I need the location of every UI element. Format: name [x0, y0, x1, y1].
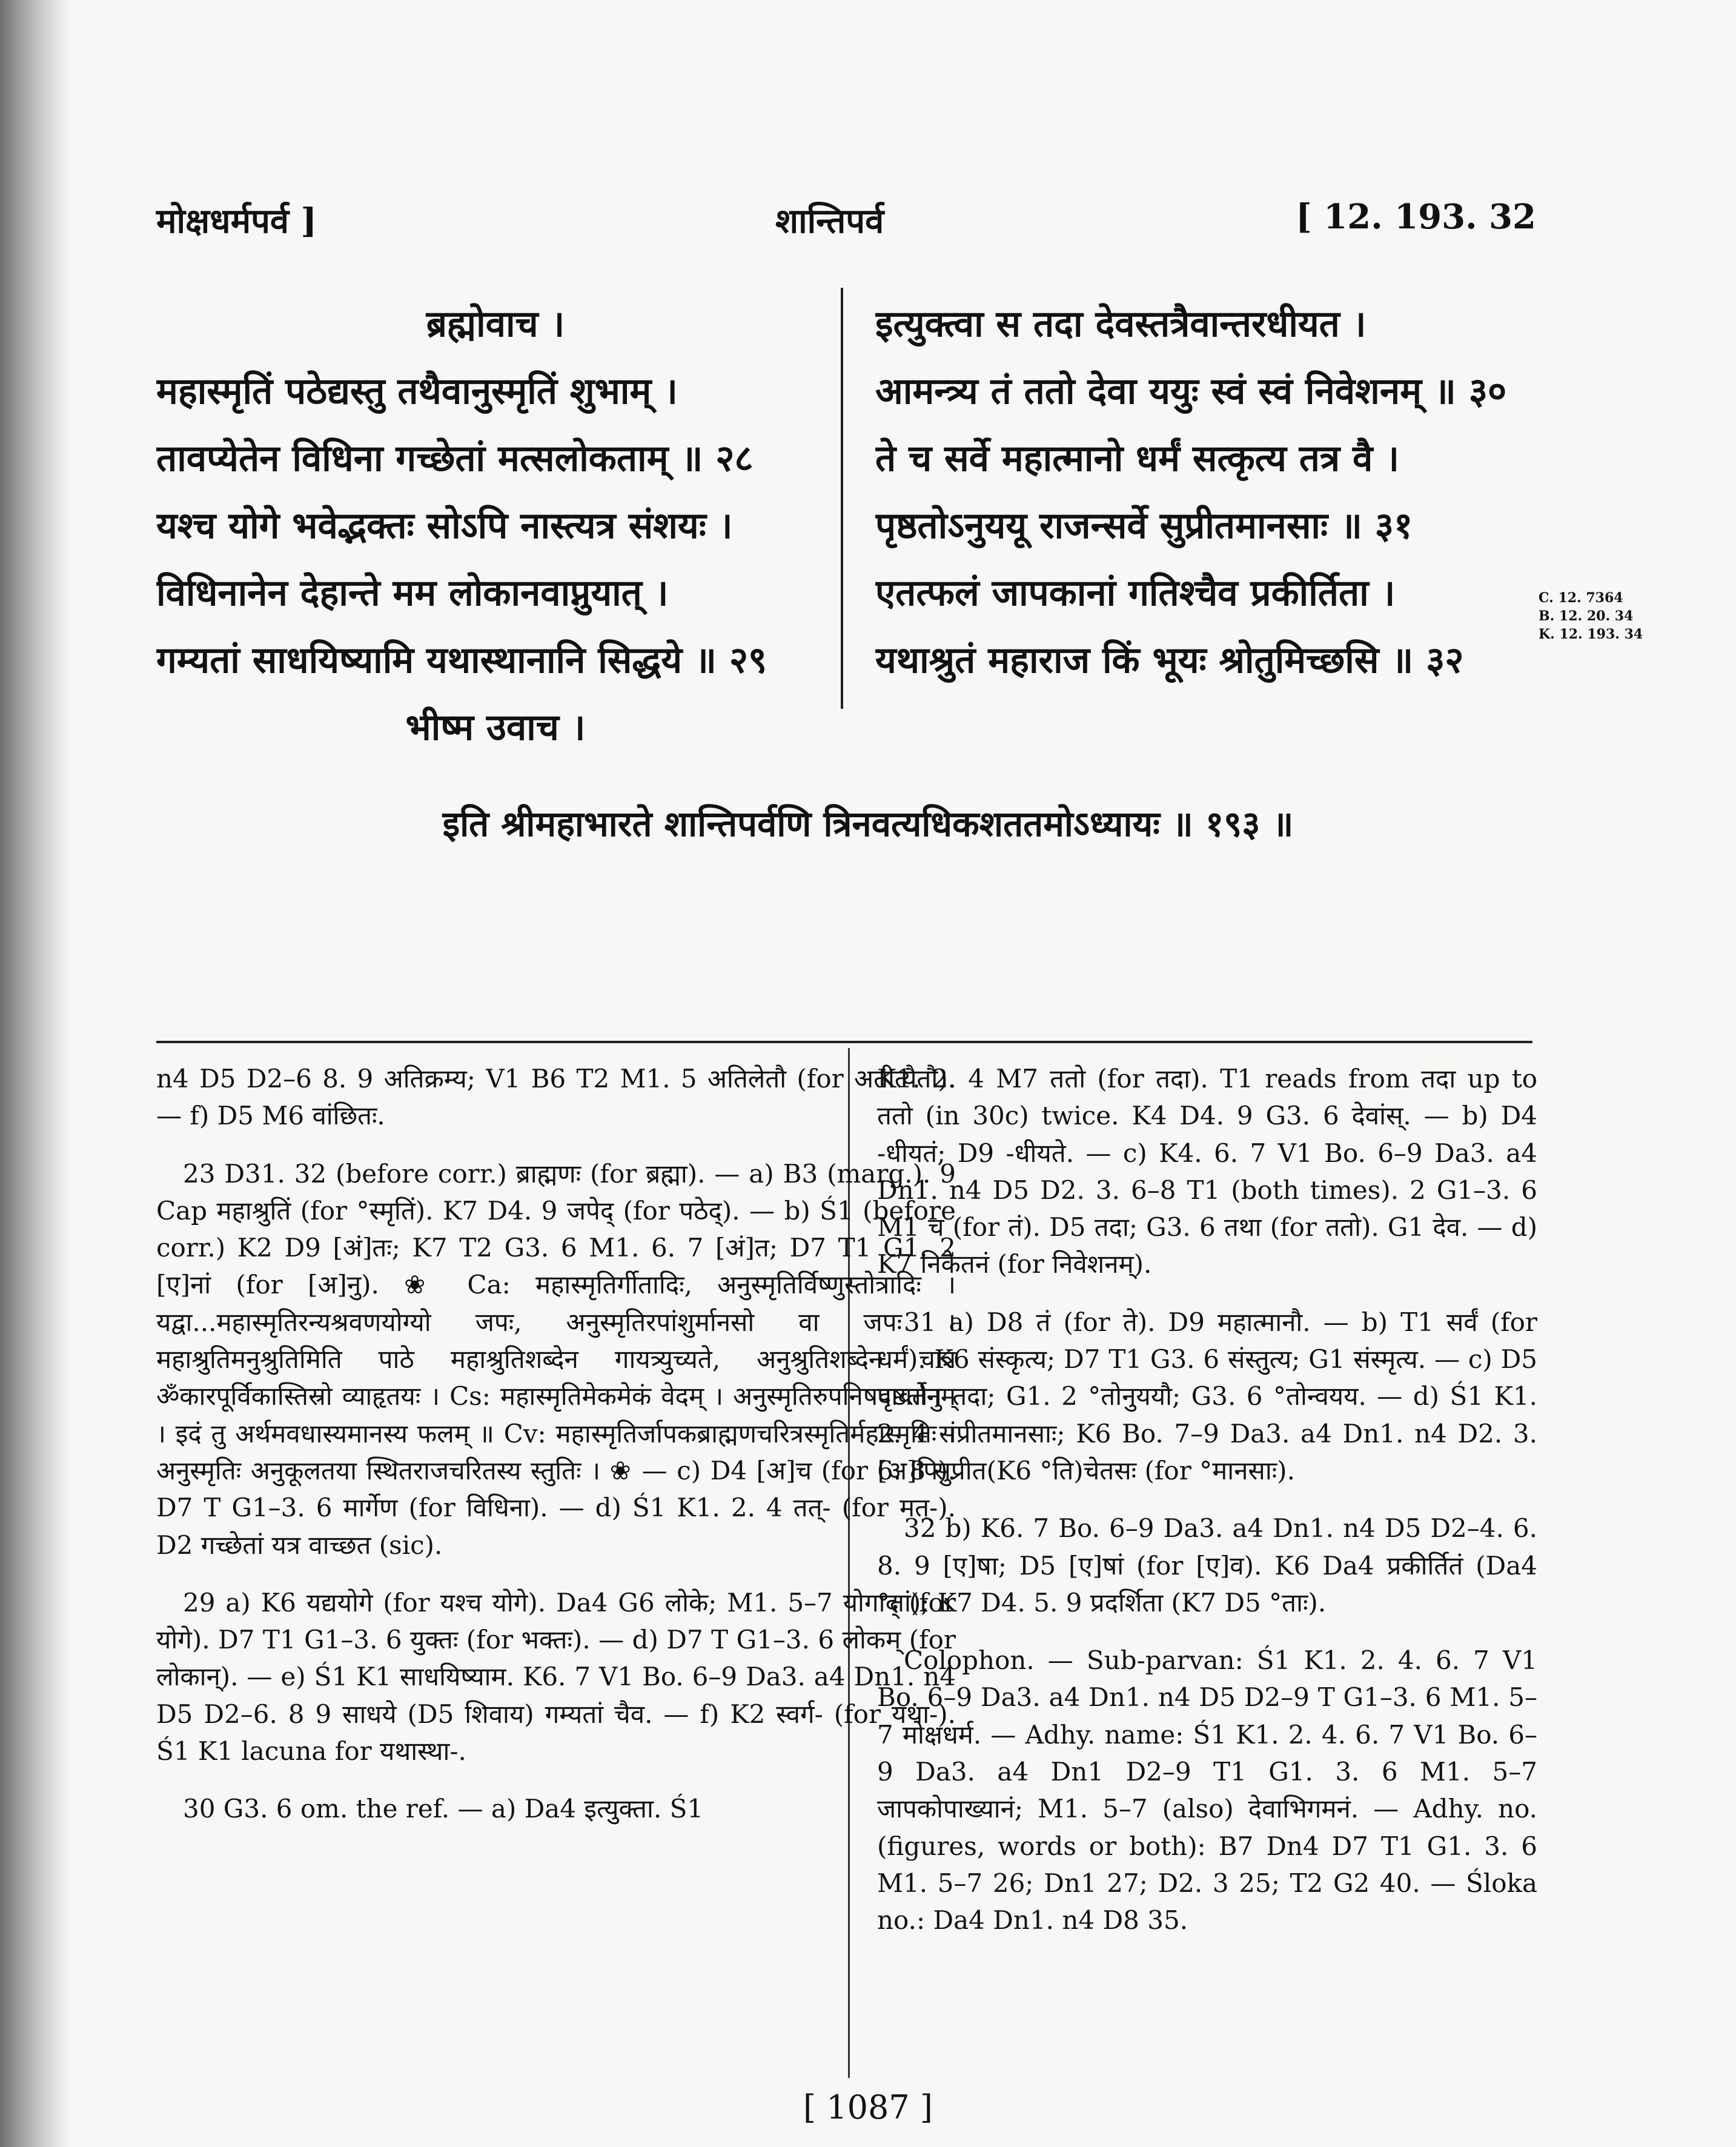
apparatus-note: K1. 2. 4 M7 ततो (for तदा). T1 reads from तदा up to ततो (in 30c) twice. K4 D4. 9 G3. 6 देवांस्. — b) D4 -धीयतं; D9 -धीयते. — c) K4. 6. 7 V1 Bo. 6–9 Da3. a4 Dn1. n4 D5 D2. 3. 6–8 T1 (both times). 2 G1–3. 6 M1 च (for तं). D5 तदा; G3. 6 तथा (for ततो). G1 देव. — d) K7 निकेतनं (for निवेशनम्). — [877, 1064, 1537, 1279]
verse-line: विधिनानेन देहान्ते मम लोकानवाप्नुयात् । — [156, 572, 669, 614]
running-head-left: मोक्षधर्मपर्व ] — [156, 201, 317, 241]
verse-line: पृष्ठतोऽनुययू राजन्सर्वे सुप्रीतमानसाः ॥ ३१ — [875, 505, 1413, 547]
apparatus-note: 23 D31. 32 (before corr.) ब्राह्मणः (for ब्रह्मा). — a) B3 (marg.). 9 Cap महाश्रुतिं (for °स्मृतिं). K7 D4. 9 जपेद् (for पठेद्). — b) Ś1 (before corr.) K2 D9 [अं]तः; K7 T2 G3. 6 M1. 6. 7 [अं]त; D7 T1 G1. 2 [ए]नां (for [अ]नु). ❀ Ca: महास्मृतिर्गीतादिः, अनुस्मृतिर्विष्णुस्तोत्रादिः । यद्वा...महास्मृतिरन्यश्रवणयोग्यो जपः, अनुस्मृतिरपांशुर्मानसो वा जपः । महाश्रुतिमनुश्रुतिमिति पाठे महाश्रुतिशब्देन गायत्र्युच्यते, अनुश्रुतिशब्देन चात्र ॐकारपूर्विकास्तिस्रो व्याहृतयः । Cs: महास्मृतिमेकमेकं वेदम् । अनुस्मृतिरुपनिषदावर्तनम् । इदं तु अर्थमवधास्यमानस्य फलम् ॥ Cv: महास्मृतिर्जापकब्राह्मणचरित्रस्मृतिर्महास्मृतिः । अनुस्मृतिः अनुकूलतया स्थितराजचरितस्य स्तुतिः । ❀ — c) D4 [अ]च (for [अ]पि). D7 T G1–3. 6 मार्गेण (for विधिना). — d) Ś1 K1. 2. 4 तत्- (for मत्-). D2 गच्छेतां यत्र वाच्छत (sic). — [156, 1158, 956, 1560]
verse-line: यश्च योगे भवेद्भक्तः सोऽपि नास्त्यत्र संशयः । — [156, 505, 733, 547]
verse-line: गम्यतां साधयिष्यामि यथास्थानानि सिद्धये ॥ २९ — [156, 639, 767, 682]
verses-right-column — [875, 291, 1536, 694]
apparatus-note: 32 b) K6. 7 Bo. 6–9 Da3. a4 Dn1. n4 D5 D2–4. 6. 8. 9 [ए]षा; D5 [ए]षां (for [ए]व). K6 Da4 प्रकीर्तितं (Da4 °तां); K7 D4. 5. 9 प्रदर्शिता (K7 D5 °ताः). — [877, 1513, 1537, 1618]
concordance-line: K. 12. 193. 34 — [1539, 626, 1643, 642]
concordance-line: C. 12. 7364 — [1539, 590, 1623, 606]
apparatus-rule — [156, 1041, 1532, 1043]
apparatus-note: 29 a) K6 यद्ययोगे (for यश्च योगे). Da4 G6 लोके; M1. 5–7 योगाद् (for योगे). D7 T1 G1–3. 6 युक्तः (for भक्तः). — d) D7 T G1–3. 6 लोकम् (for लोकान्). — e) Ś1 K1 साधयिष्याम. K6. 7 V1 Bo. 6–9 Da3. a4 Dn1. n4 D5 D2–6. 8 9 साधये (D5 शिवाय) गम्यतां चैव. — f) K2 स्वर्ग- (for यथा-). Ś1 K1 lacuna for यथास्था-. — [156, 1587, 956, 1767]
verse-line: ते च सर्वे महात्मानो धर्मं सत्कृत्य तत्र वै । — [875, 437, 1399, 480]
apparatus-note: 31 a) D8 तं (for ते). D9 महात्मानौ. — b) T1 सर्वं (for धर्मं). K6 संस्कृत्य; D7 T1 G3. 6 संस्तुत्य; G1 संस्मृत्य. — c) D5 पृष्ठतोनु तदा; G1. 2 °तोनुययौ; G3. 6 °तोन्वयय. — d) Ś1 K1. 2. 4 संप्रीतमानसाः; K6 Bo. 7–9 Da3. a4 Dn1. n4 D2. 3. 6. 8 सुप्रीत(K6 °ति)चेतसः (for °मानसाः). — [877, 1307, 1537, 1485]
verse-line: भीष्म उवाच । — [405, 706, 586, 749]
verse-line: इत्युक्त्वा स तदा देवस्तत्रैवान्तरधीयत । — [875, 303, 1367, 345]
apparatus-note: n4 D5 D2–6 8. 9 अतिक्रम्य; V1 B6 T2 M1. 5 अतिलेतौ (for अतीत्यैतौ). — f) D5 M6 वांछितः. — [156, 1064, 956, 1131]
verse-line: एतत्फलं जापकानां गतिश्चैव प्रकीर्तिता । — [875, 572, 1396, 614]
apparatus-note: 30 G3. 6 om. the ref. — a) Da4 इत्युक्ता. Ś1 — [183, 1794, 704, 1824]
chapter-colophon: इति श्रीमहाभारते शान्तिपर्वणि त्रिनवत्यधिकशततमोऽध्यायः ॥ १९३ ॥ — [442, 803, 1294, 845]
apparatus-right-column — [877, 1060, 1537, 1960]
apparatus-note: Colophon. — Sub-parvan: Ś1 K1. 2. 4. 6. 7 V1 Bo. 6–9 Da3. a4 Dn1. n4 D5 D2–9 T G1–3. 6 M1. 5–7 मोक्षधर्म. — Adhy. name: Ś1 K1. 2. 4. 6. 7 V1 Bo. 6–9 Da3. a4 Dn1 D2–9 T1 G1. 3. 6 M1. 5–7 जापकोपाख्यानं; M1. 5–7 (also) देवाभिगमनं. — Adhy. no. (figures, words or both): B7 Dn4 D7 T1 G1. 3. 6 M1. 5–7 26; Dn1 27; D2. 3 25; T2 G2 40. — Śloka no.: Da4 Dn1. n4 D8 35. — [877, 1645, 1537, 1936]
concordance-line: B. 12. 20. 34 — [1539, 608, 1634, 624]
verse-line: तावप्येतेन विधिना गच्छेतां मत्सलोकताम् ॥ २८ — [156, 437, 754, 480]
running-head-right: [ 12. 193. 32 — [1296, 197, 1536, 237]
verses-left-column — [156, 291, 835, 762]
page-number: [ 1087 ] — [803, 2088, 933, 2126]
verse-line: ब्रह्मोवाच । — [426, 303, 565, 345]
verse-line: यथाश्रुतं महाराज किं भूयः श्रोतुमिच्छसि ॥ ३२ — [875, 639, 1464, 682]
concordance-references — [1539, 589, 1643, 643]
apparatus-left-column — [156, 1060, 956, 1848]
verse-column-divider — [841, 288, 843, 709]
verse-line: महास्मृतिं पठेद्यस्तु तथैवानुस्मृतिं शुभाम् । — [156, 370, 678, 413]
running-head-center: शान्तिपर्व — [775, 201, 884, 241]
verse-line: आमन्त्र्य तं ततो देवा ययुः स्वं स्वं निवेशनम् ॥ ३० — [875, 370, 1507, 413]
scan-shadow — [0, 0, 73, 2147]
